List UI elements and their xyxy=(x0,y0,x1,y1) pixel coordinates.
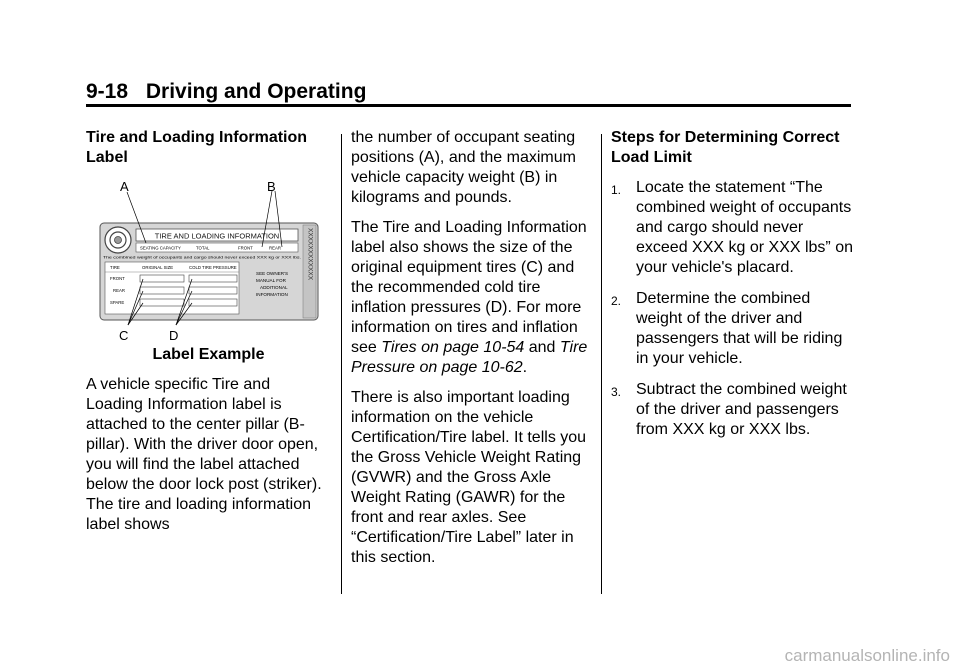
step-item xyxy=(611,178,856,278)
step-text: Determine the combined weight of the driver and passengers that will be riding in your vehicle. xyxy=(636,290,843,367)
tire-emblem-icon xyxy=(105,227,131,253)
header-rule xyxy=(86,104,851,107)
label-table-header: TIRE xyxy=(110,265,120,270)
subheading-load-limit: Steps for Determining Correct Load Limit xyxy=(611,129,840,166)
label-row-front: FRONT xyxy=(110,276,125,281)
step-item xyxy=(611,289,856,369)
tire-label-illustration xyxy=(86,180,331,345)
label-owners-note: SEE OWNER'S xyxy=(256,271,289,276)
column-3 xyxy=(611,128,856,451)
label-combined-text: The combined weight of occupants and cargo should never exceed XXX kg or XXX lbs. xyxy=(103,254,301,260)
figure-caption: Label Example xyxy=(152,346,265,363)
step-number: 1. xyxy=(611,183,622,197)
watermark: carmanualsonline.info xyxy=(784,646,950,665)
link-tire-pressure[interactable]: Tire Pressure on page 10-62 xyxy=(351,339,588,376)
label-row-spare: SPARE xyxy=(110,300,125,305)
paragraph-tire-size-text: The Tire and Loading Information label also shows the size of the original equipment tires (C) and the recommended cold tire inflation pressures (D). For more information on tires and inflation see xyxy=(351,219,587,356)
paragraph-occupants: the number of occupant seating positions (A), and the maximum vehicle capacity weight (B) in kilograms and pounds. xyxy=(351,129,576,206)
label-capacity-header: REAR xyxy=(269,245,281,251)
paragraph-tire-size xyxy=(351,218,591,378)
column-divider-2 xyxy=(601,134,602,594)
callout-d: D xyxy=(169,328,179,343)
label-owners-note: ADDITIONAL xyxy=(260,285,288,290)
label-table-header: COLD TIRE PRESSURE xyxy=(189,265,237,270)
step-text: Locate the statement “The combined weight of occupants and cargo should never exceed XXX kg or XXX lbs” on your vehicle's placard. xyxy=(636,179,853,276)
label-title: TIRE AND LOADING INFORMATION xyxy=(154,231,280,241)
step-number: 3. xyxy=(611,385,622,399)
column-divider-1 xyxy=(341,134,342,594)
column-1 xyxy=(86,128,331,545)
label-row-rear: REAR xyxy=(113,288,125,293)
period-text: . xyxy=(522,359,528,376)
label-side-text: XXXXXXXXXXXX xyxy=(306,228,314,281)
label-example-figure xyxy=(86,180,331,345)
subheading-tire-label: Tire and Loading Information Label xyxy=(86,129,308,166)
label-capacity-header: SEATING CAPACITY xyxy=(140,245,181,251)
page-number: 9-18 xyxy=(86,80,129,103)
callout-c: C xyxy=(119,328,129,343)
label-owners-note: MANUAL FOR xyxy=(256,278,286,283)
conjunction-text: and xyxy=(524,339,560,356)
step-item xyxy=(611,380,856,440)
label-table-header: ORIGINAL SIZE xyxy=(142,265,174,270)
label-capacity-header: TOTAL xyxy=(196,245,210,251)
callout-a: A xyxy=(120,180,129,194)
step-text: Subtract the combined weight of the driver and passengers from XXX kg or XXX lbs. xyxy=(636,381,847,438)
link-tires[interactable]: Tires on page 10-54 xyxy=(381,339,525,356)
step-number: 2. xyxy=(611,294,622,308)
steps-list xyxy=(611,178,856,440)
label-owners-note: INFORMATION xyxy=(256,292,288,297)
section-title: Driving and Operating xyxy=(145,80,367,103)
callout-b: B xyxy=(267,180,276,194)
paragraph-label-location: A vehicle specific Tire and Loading Information label is attached to the center pillar (B-pillar). With the driver door open, you will find the label attached below the door lock post (striker). The tire and loading information label shows xyxy=(86,376,322,533)
label-capacity-header: FRONT xyxy=(238,245,253,251)
page-header xyxy=(86,80,366,104)
paragraph-certification: There is also important loading information on the vehicle Certification/Tire label. It tells you the Gross Vehicle Weight Rating (GVWR) and the Gross Axle Weight Rating (GAWR) for the front and rear axles. See “Certification/Tire Label” later in this section. xyxy=(351,389,587,566)
column-2 xyxy=(351,128,591,578)
